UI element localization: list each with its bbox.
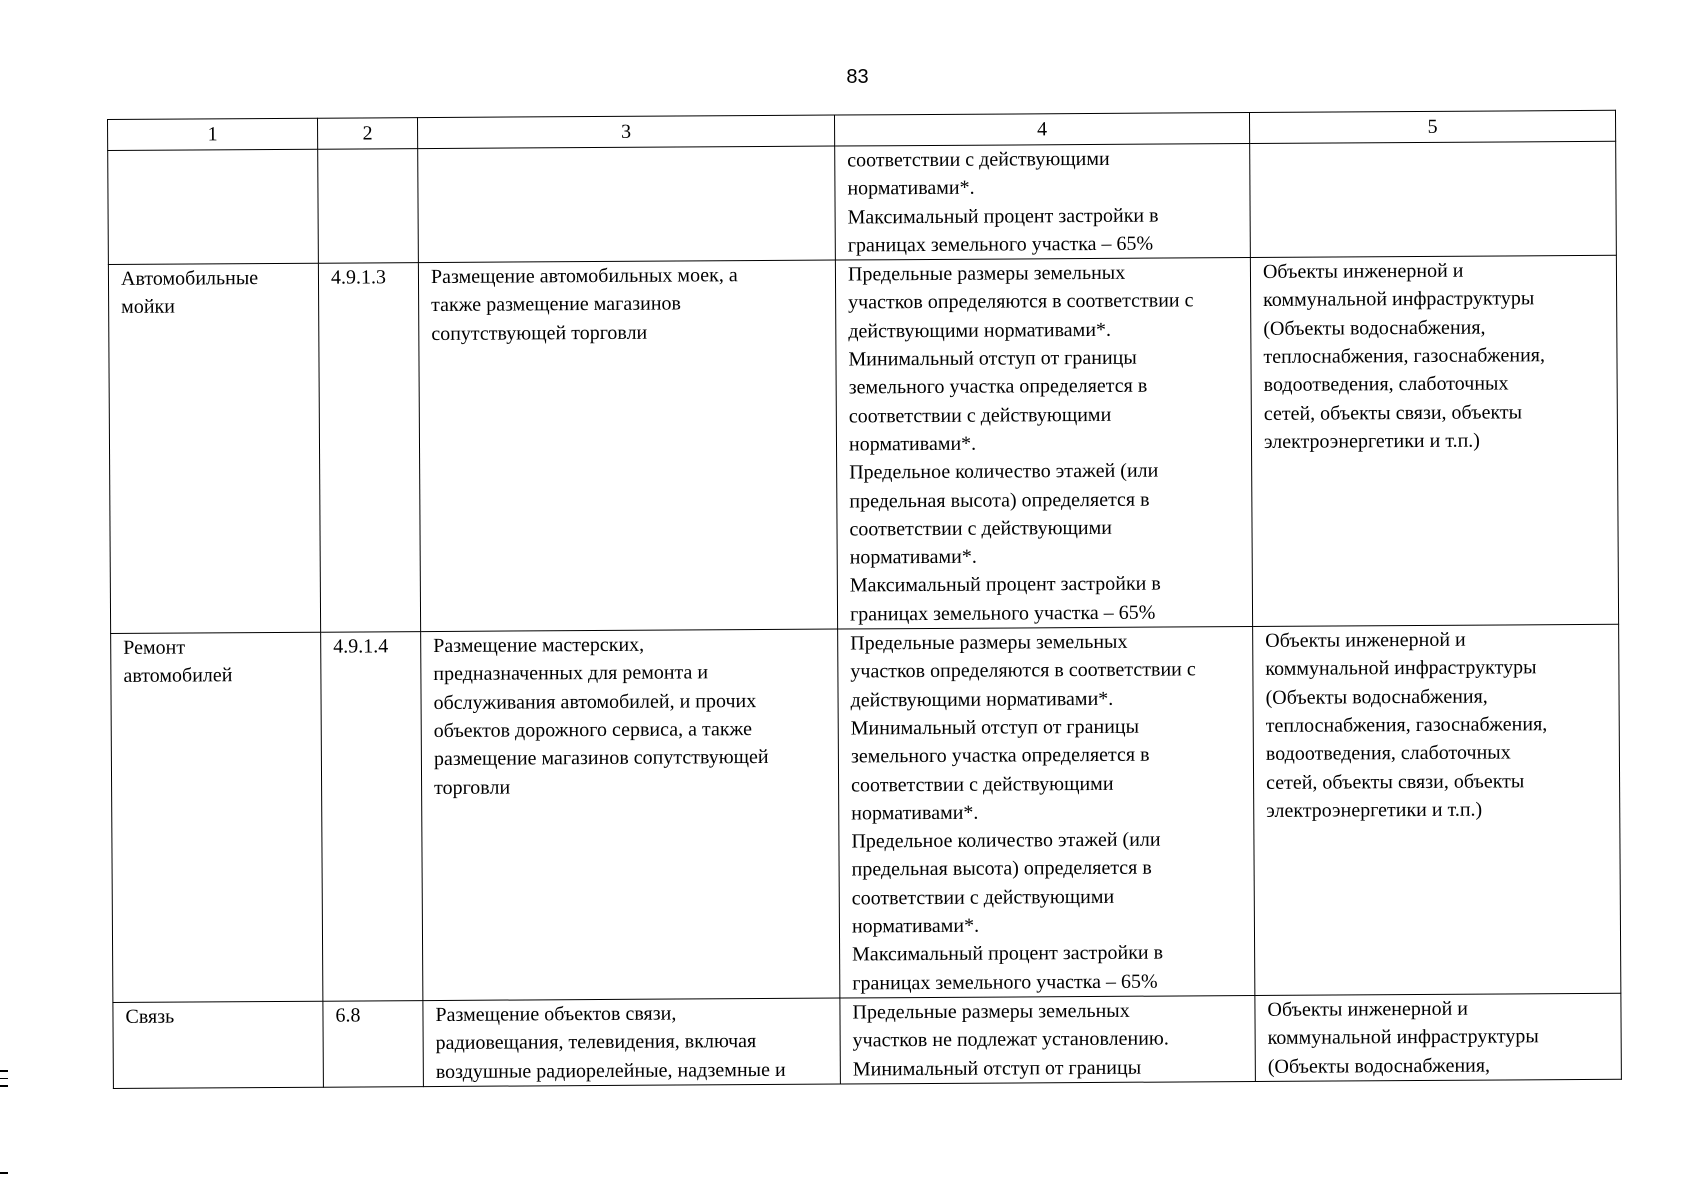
use-description-cell bbox=[418, 146, 836, 263]
auxiliary-uses-cell: Объекты инженерной и коммунальной инфраструктуры (Объекты водоснабжения, теплоснабжения, газоснабжения, водоотведения, слаботочных сетей, объекты связи, объекты электроэнергетики и т.п.) bbox=[1250, 255, 1618, 626]
auxiliary-uses-cell bbox=[1250, 141, 1617, 257]
table-row bbox=[108, 141, 1617, 264]
scan-margin-dash bbox=[0, 1172, 8, 1174]
column-header-2: 2 bbox=[317, 118, 417, 150]
use-code-cell: 4.9.1.4 bbox=[321, 632, 423, 1001]
column-header-4: 4 bbox=[834, 113, 1249, 147]
use-name-cell: Связь bbox=[113, 1001, 324, 1088]
table-row bbox=[113, 993, 1621, 1088]
page-number: 83 bbox=[846, 66, 869, 88]
table-row bbox=[111, 624, 1621, 1002]
use-name-cell: Ремонт автомобилей bbox=[111, 632, 323, 1002]
parameters-cell: Предельные размеры земельных участков определяются в соответствии с действующими нормативами*. Минимальный отступ от границы земельного участка определяется в соответствии с действующими нормативами*. Предельное количество этажей (или предельная высота) определяется в соответствии с действующими нормативами*. Максимальный процент застройки в границах земельного участка – 65% bbox=[835, 258, 1252, 629]
column-header-5: 5 bbox=[1249, 110, 1615, 143]
use-code-cell bbox=[318, 149, 419, 264]
zoning-table bbox=[107, 110, 1622, 1089]
use-description-cell: Размещение мастерских, предназначенных для ремонта и обслуживания автомобилей, и прочих объектов дорожного сервиса, а также размещение магазинов сопутствующей торговли bbox=[421, 629, 840, 1000]
use-name-cell bbox=[108, 149, 319, 264]
parameters-cell: Предельные размеры земельных участков определяются в соответствии с действующими нормативами*. Минимальный отступ от границы земельного участка определяется в соответствии с действующими нормативами*. Предельное количество этажей (или предельная высота) определяется в соответствии с действующими нормативами*. Максимальный процент застройки в границах земельного участка – 65% bbox=[838, 627, 1255, 998]
column-header-3: 3 bbox=[417, 115, 834, 149]
auxiliary-uses-cell: Объекты инженерной и коммунальной инфраструктуры (Объекты водоснабжения, теплоснабжения, газоснабжения, водоотведения, слаботочных сетей, объекты связи, объекты электроэнергетики и т.п.) bbox=[1253, 624, 1621, 995]
use-description-cell: Размещение объектов связи, радиовещания, телевидения, включая воздушные радиорелейные, надземные и bbox=[423, 998, 841, 1086]
use-code-cell: 6.8 bbox=[323, 1000, 424, 1086]
parameters-cell: Предельные размеры земельных участков не подлежат установлению. Минимальный отступ от границы bbox=[840, 995, 1256, 1083]
table-row bbox=[108, 255, 1618, 633]
use-description-cell: Размещение автомобильных моек, а также размещение магазинов сопутствующей торговли bbox=[418, 260, 837, 631]
column-header-1: 1 bbox=[108, 118, 318, 150]
use-name-cell: Автомобильные мойки bbox=[108, 263, 320, 633]
parameters-cell: соответствии с действующими нормативами*. Максимальный процент застройки в границах земельного участка – 65% bbox=[835, 144, 1251, 261]
auxiliary-uses-cell: Объекты инженерной и коммунальной инфраструктуры (Объекты водоснабжения, bbox=[1255, 993, 1622, 1081]
use-code-cell: 4.9.1.3 bbox=[318, 263, 420, 632]
scan-margin-marks bbox=[0, 1070, 8, 1093]
